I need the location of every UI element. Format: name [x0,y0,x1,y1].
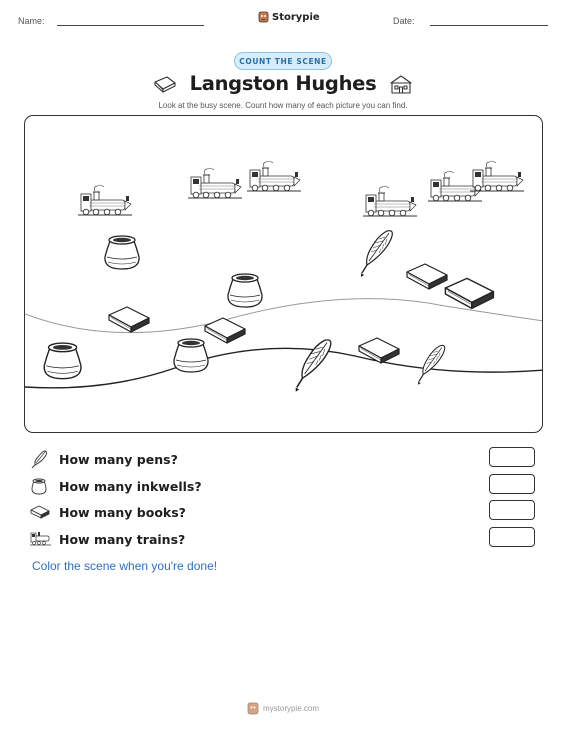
name-line[interactable] [57,25,204,26]
brand [258,11,320,23]
train-2 [188,168,242,198]
inkwell-icon [30,477,48,495]
answer-box-trains[interactable] [489,527,535,547]
book-icon [30,503,50,521]
inkwell-1 [105,236,139,269]
quill-pen-icon [30,450,48,468]
question-text: How many inkwells? [59,479,202,494]
date-line[interactable] [430,25,548,26]
scene-drawing [25,116,543,433]
book-2 [205,318,245,343]
storypie-logo-icon [247,702,259,715]
inkwell-3 [174,339,208,372]
book-3 [407,264,447,289]
question-trains [30,530,540,550]
footer-site[interactable]: mystorypie.com [262,704,319,713]
train-4 [363,186,417,216]
house-icon [388,73,414,95]
brand-name: Storypie [272,11,320,23]
train-3 [247,161,301,191]
book-4 [445,278,493,308]
book-1 [109,307,149,332]
train-6 [470,161,524,191]
question-pens [30,450,540,470]
question-text: How many trains? [59,532,186,547]
book-icon [152,73,178,95]
question-text: How many books? [59,505,186,520]
page-title: Langston Hughes [189,72,377,95]
quill-2 [296,340,331,392]
answer-box-books[interactable] [489,500,535,520]
answer-box-inkwells[interactable] [489,474,535,494]
color-instruction: Color the scene when you're done! [32,559,218,573]
quill-1 [361,231,392,277]
activity-badge: COUNT THE SCENE [234,52,332,70]
instructions: Look at the busy scene. Count how many of each picture you can find. [158,101,408,110]
storypie-logo-icon [258,11,269,23]
inkwell-4 [44,343,81,379]
question-text: How many pens? [59,452,178,467]
book-5 [359,338,399,363]
date-label: Date: [393,16,415,26]
question-inkwells [30,477,540,497]
train-1 [78,185,132,215]
inkwell-2 [228,274,262,307]
quill-3 [418,345,445,384]
title-row [0,72,566,95]
busy-scene [24,115,543,433]
name-label: Name: [18,16,45,26]
answer-box-pens[interactable] [489,447,535,467]
footer [0,702,566,715]
question-books [30,503,540,523]
train-icon [30,530,52,546]
